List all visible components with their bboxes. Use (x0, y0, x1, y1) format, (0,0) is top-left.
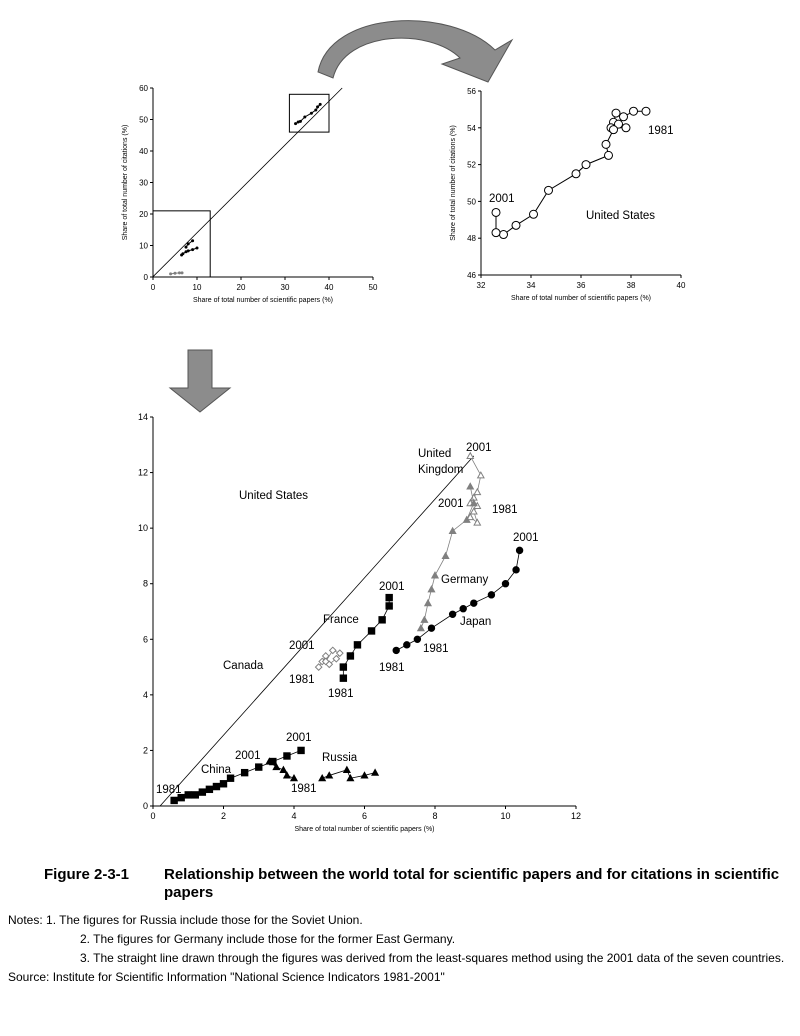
data-point (488, 592, 494, 598)
notes-heading: Notes: (8, 913, 43, 927)
label-start-year: 1981 (291, 783, 317, 795)
series-china (156, 732, 312, 804)
data-point (512, 221, 520, 229)
note-1: Notes: 1. The figures for Russia include those for the Soviet Union. (8, 913, 363, 927)
data-point (467, 483, 473, 489)
label-start-year: 1981 (492, 504, 518, 516)
label-end-year: 2001 (466, 442, 492, 454)
source-line: Source: Institute for Scientific Information "National Science Indicators 1981-2001" (8, 970, 445, 984)
label-country: France (323, 614, 359, 626)
data-point (478, 472, 484, 478)
label-country: China (201, 764, 232, 776)
data-point (386, 594, 392, 600)
label-end-year: 2001 (379, 581, 405, 593)
x-axis-label: Share of total number of scientific papers (%) (192, 297, 334, 304)
data-point (294, 122, 297, 125)
data-point (530, 210, 538, 218)
data-point (610, 126, 618, 134)
y-tick-label: 60 (139, 84, 148, 93)
x-tick-label: 6 (361, 811, 368, 821)
data-point (432, 572, 438, 578)
data-point (428, 625, 434, 631)
data-point (171, 797, 177, 803)
y-tick-label: 50 (467, 197, 476, 207)
data-point (181, 271, 184, 274)
label-country: Russia (322, 752, 358, 764)
series-canada (223, 640, 343, 686)
curved-arrow (318, 21, 512, 82)
data-point (316, 105, 319, 108)
data-point (602, 140, 610, 148)
data-point (330, 647, 336, 653)
series-france (323, 581, 405, 700)
data-point (297, 121, 300, 124)
x-tick-label: 8 (432, 811, 438, 821)
detail-chart (138, 412, 581, 833)
series-united-kingdom (418, 442, 518, 525)
data-point (196, 247, 199, 250)
data-point (191, 248, 194, 251)
data-point (354, 642, 360, 648)
y-tick-label: 2 (142, 745, 148, 756)
figure-notes (8, 911, 788, 987)
data-point (630, 107, 638, 115)
data-point (572, 170, 580, 178)
data-point (169, 272, 172, 275)
y-tick-label: 52 (467, 160, 476, 170)
y-axis-label: Share of total number of citations (%) (450, 125, 457, 241)
zoom-box (289, 94, 329, 132)
data-point (206, 786, 212, 792)
x-tick-label: 30 (280, 283, 290, 292)
data-point (284, 772, 290, 778)
data-point (191, 239, 194, 242)
x-axis-label: Share of total number of scientific papers (%) (294, 826, 435, 833)
trend-line (153, 88, 342, 277)
data-point (605, 151, 613, 159)
data-point (314, 109, 317, 112)
series-russia (291, 752, 378, 795)
x-tick-label: 12 (570, 811, 582, 821)
data-point (460, 606, 466, 612)
data-point (502, 581, 508, 587)
x-tick-label: 38 (626, 281, 636, 290)
data-point (256, 764, 262, 770)
data-point (192, 792, 198, 798)
figure-title: Relationship between the world total for scientific papers and for citations in scientific papers (164, 866, 780, 901)
data-point (284, 753, 290, 759)
data-point (213, 783, 219, 789)
data-point (199, 789, 205, 795)
data-point (492, 229, 500, 237)
x-tick-label: 0 (150, 283, 156, 292)
data-point (582, 161, 590, 169)
data-point (612, 109, 620, 117)
data-point (368, 628, 374, 634)
y-tick-label: 12 (137, 467, 148, 478)
label-country: Germany (441, 574, 489, 586)
data-point (620, 113, 628, 121)
data-point (418, 625, 424, 631)
y-tick-label: 20 (139, 210, 148, 219)
data-point (220, 781, 226, 787)
label-end-year: 2001 (438, 498, 464, 510)
label-start-year: 1981 (328, 688, 354, 700)
data-point (185, 246, 188, 249)
data-point (181, 252, 184, 255)
data-point (340, 664, 346, 670)
y-tick-label: 30 (139, 178, 148, 188)
data-point (474, 519, 480, 525)
data-point (347, 653, 353, 659)
x-axis-label: Share of total number of scientific papers (%) (510, 295, 652, 302)
trend-line (160, 456, 474, 806)
data-point (428, 586, 434, 592)
data-point (449, 528, 455, 534)
label-end-year: 2001 (289, 640, 315, 652)
note-2: 2. The figures for Germany include those for the former East Germany. (80, 932, 456, 946)
x-tick-label: 50 (368, 283, 378, 292)
down-arrow (170, 350, 230, 412)
data-point (174, 272, 177, 275)
x-tick-label: 40 (676, 281, 686, 290)
label-start-year: 1981 (156, 784, 182, 796)
data-point (319, 775, 325, 781)
label-end-year: 2001 (513, 532, 539, 544)
y-tick-label: 14 (137, 412, 148, 422)
label-country: United States (586, 210, 656, 222)
us-zoom-chart (450, 87, 686, 302)
data-point (337, 650, 343, 656)
figure-caption (44, 866, 784, 902)
data-point (545, 186, 553, 194)
x-tick-label: 0 (150, 811, 156, 821)
note-3: 3. The straight line drawn through the figures was derived from the least-squares method using the 2001 data of the seven countries. (80, 951, 785, 965)
data-point (492, 208, 500, 216)
x-tick-label: 40 (324, 283, 334, 292)
data-point (425, 600, 431, 606)
x-tick-label: 10 (192, 283, 202, 292)
data-point (319, 103, 322, 106)
label-united-states: United States (239, 490, 309, 502)
y-tick-label: 10 (137, 523, 148, 534)
label-start-year: 1981 (648, 125, 674, 137)
data-point (280, 767, 286, 773)
x-tick-label: 32 (476, 281, 486, 290)
label-country: Japan (460, 616, 492, 628)
y-tick-label: 4 (142, 689, 148, 700)
data-point (372, 769, 378, 775)
data-point (187, 242, 190, 245)
data-point (310, 112, 313, 115)
x-tick-label: 4 (291, 811, 297, 821)
data-point (474, 489, 480, 495)
x-tick-label: 36 (576, 281, 586, 290)
label-end-year: 2001 (286, 732, 312, 744)
y-tick-label: 54 (467, 123, 476, 133)
figure-number: Figure 2-3-1 (44, 866, 130, 883)
data-point (187, 249, 190, 252)
y-tick-label: 48 (467, 234, 476, 244)
data-point (513, 567, 519, 573)
overview-chart (122, 84, 378, 304)
y-tick-label: 46 (467, 271, 476, 280)
data-point (178, 271, 181, 274)
data-point (516, 547, 522, 553)
data-point (241, 769, 247, 775)
data-point (500, 231, 508, 239)
data-point (471, 600, 477, 606)
data-point (340, 675, 346, 681)
data-point (393, 647, 399, 653)
label-start-year: 1981 (423, 643, 449, 655)
y-tick-label: 6 (142, 634, 148, 645)
data-point (344, 767, 350, 773)
data-point (642, 107, 650, 115)
zoom-box (153, 211, 210, 277)
label-end-year: 2001 (235, 750, 261, 762)
data-point (421, 617, 427, 623)
data-point (386, 603, 392, 609)
y-tick-label: 56 (467, 87, 476, 96)
label-country: United (418, 448, 452, 460)
y-tick-label: 50 (139, 115, 148, 125)
data-point (449, 611, 455, 617)
series-line (396, 550, 519, 650)
data-point (622, 124, 630, 132)
data-point (185, 792, 191, 798)
x-tick-label: 20 (236, 283, 246, 292)
y-tick-label: 8 (142, 578, 148, 589)
label-country: Canada (223, 660, 264, 672)
y-tick-label: 0 (142, 801, 148, 811)
data-point (404, 642, 410, 648)
series-japan (379, 532, 539, 674)
data-point (303, 115, 306, 118)
y-tick-label: 0 (143, 273, 148, 282)
x-tick-label: 34 (526, 281, 536, 290)
y-axis-label: Share of total number of citations (%) (122, 124, 129, 241)
data-point (414, 636, 420, 642)
data-point (291, 775, 297, 781)
x-tick-label: 10 (500, 811, 511, 821)
label-start-year: 1981 (379, 662, 405, 674)
data-point (315, 664, 321, 670)
label-country: Kingdom (418, 464, 464, 476)
y-tick-label: 10 (139, 241, 148, 251)
label-end-year: 2001 (489, 193, 515, 205)
data-point (442, 553, 448, 559)
y-tick-label: 40 (139, 147, 148, 156)
label-start-year: 1981 (289, 674, 315, 686)
data-point (298, 747, 304, 753)
data-point (379, 617, 385, 623)
x-tick-label: 2 (220, 811, 227, 821)
